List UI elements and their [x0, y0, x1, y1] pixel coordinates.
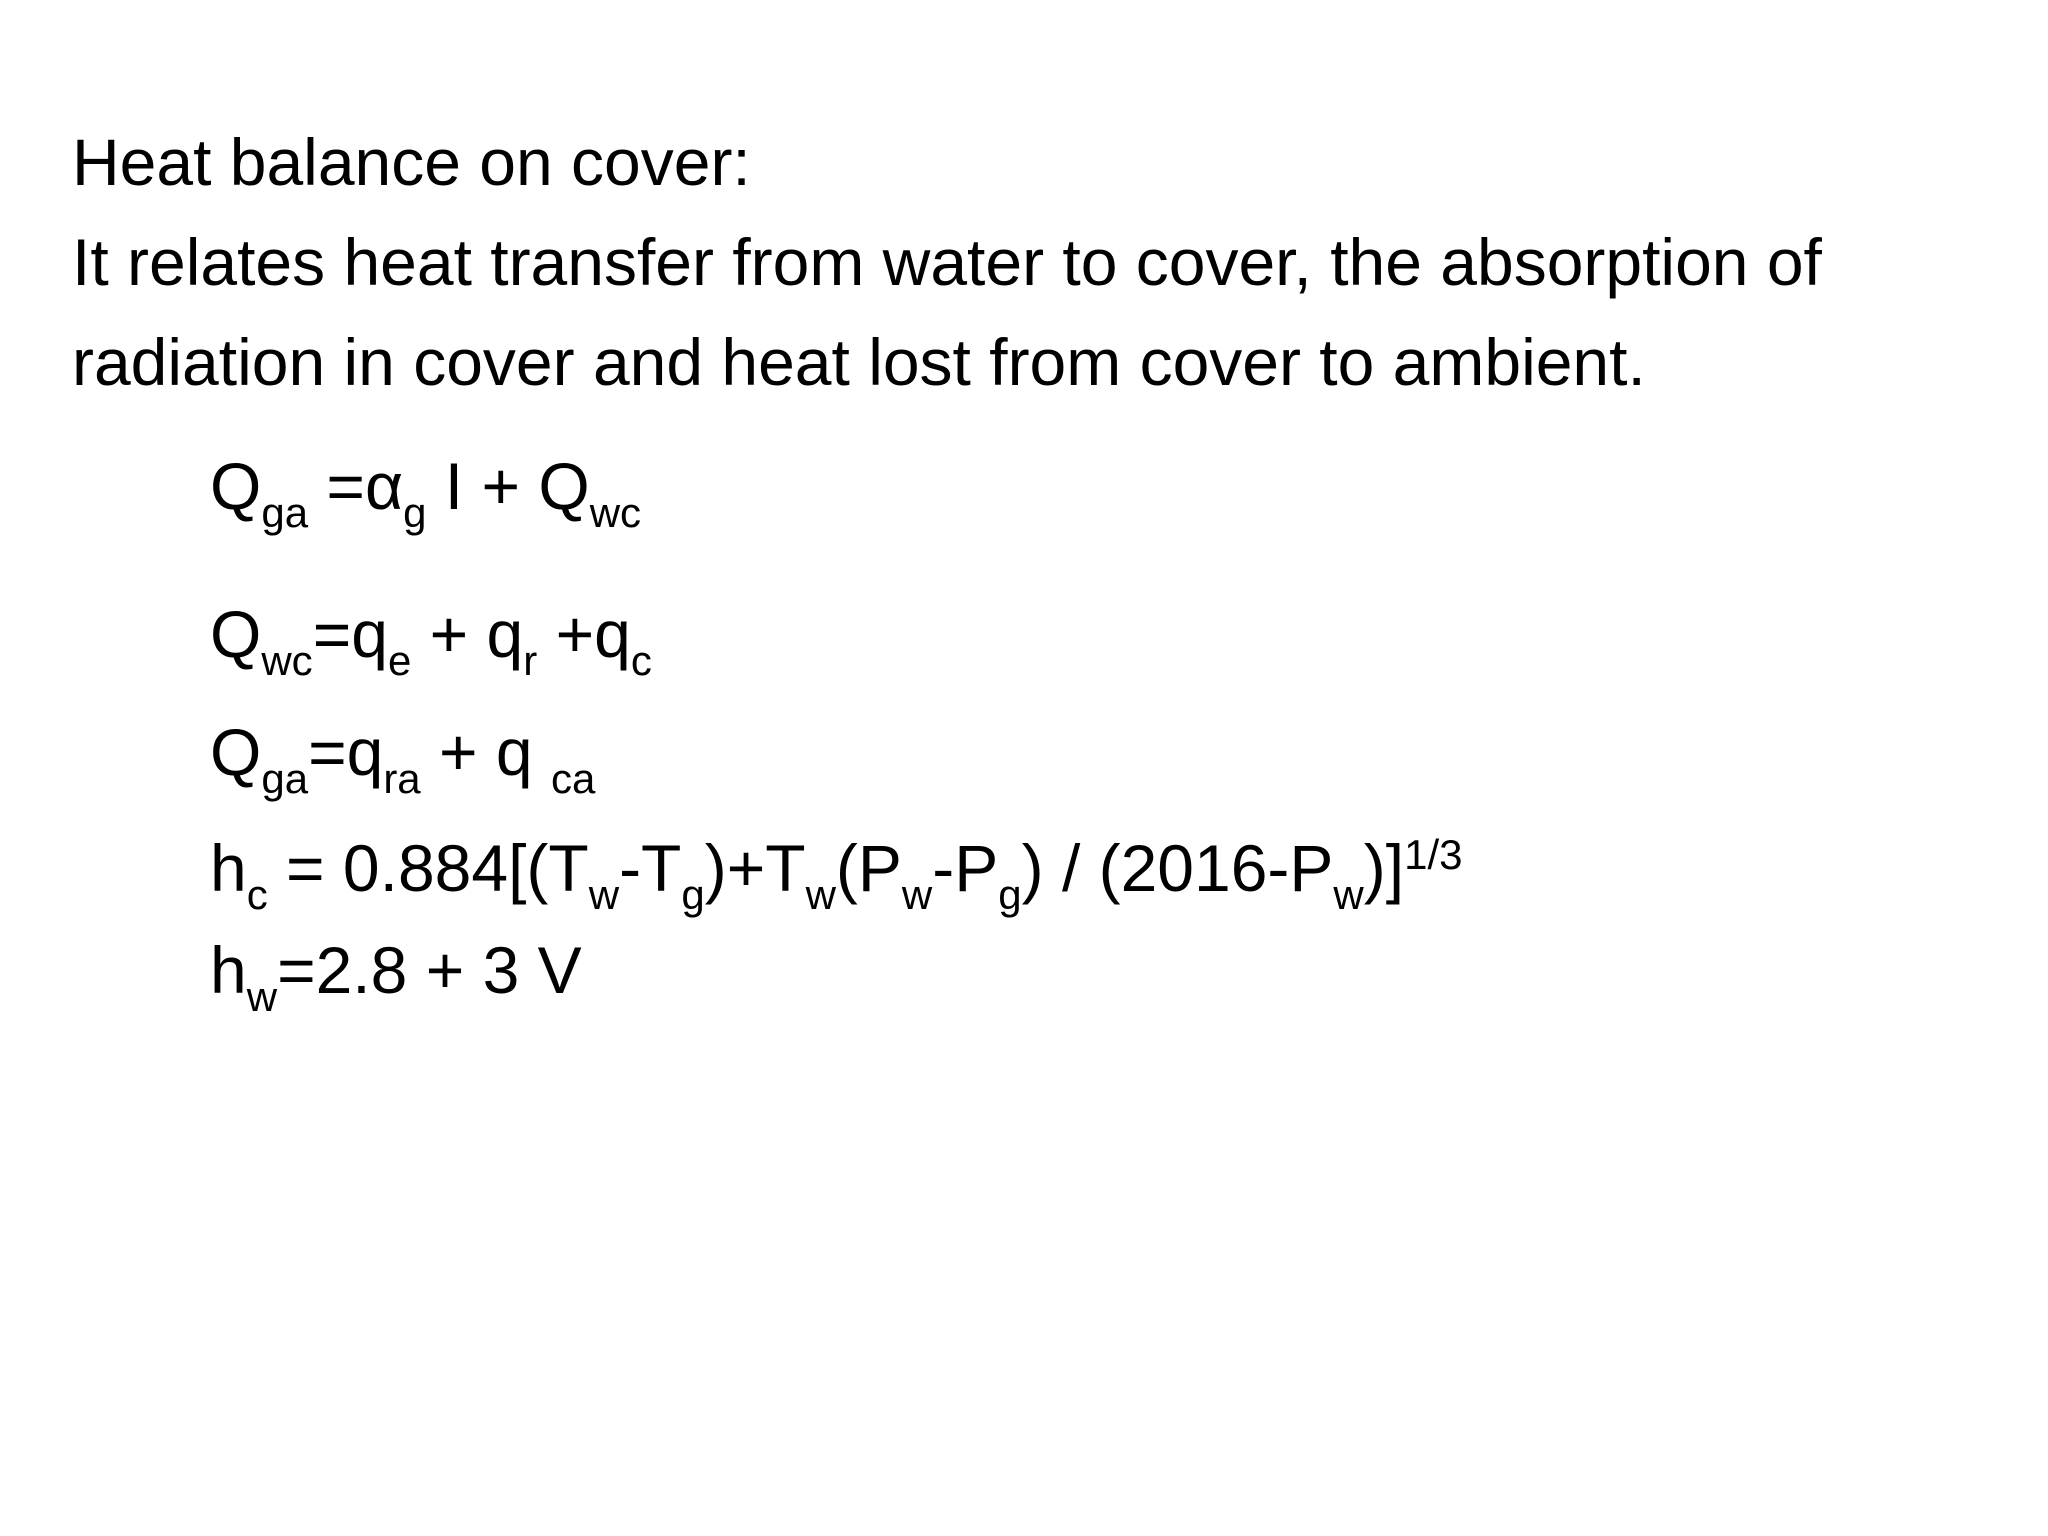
- description-line-1: It relates heat transfer from water to cover, the absorption of: [72, 225, 1822, 299]
- equation-cover-to-ambient: [210, 712, 596, 802]
- eq-subscript: w: [901, 871, 933, 918]
- slide-title: Heat balance on cover:: [72, 125, 751, 199]
- eq-text: I + Q: [426, 449, 590, 523]
- eq-text: =q: [312, 597, 388, 671]
- eq-subscript: wc: [261, 637, 313, 684]
- eq-text: )]: [1363, 831, 1405, 905]
- eq-subscript: g: [681, 871, 705, 918]
- eq-text: -T: [619, 831, 682, 905]
- eq-subscript: c: [630, 637, 652, 684]
- eq-text: ) / (2016-P: [1021, 831, 1334, 905]
- eq-text: (P: [835, 831, 902, 905]
- eq-subscript: w: [588, 871, 620, 918]
- eq-exponent: 1/3: [1404, 831, 1463, 878]
- eq-text: =q: [308, 715, 384, 789]
- eq-text: + q: [420, 715, 551, 789]
- eq-subscript: w: [805, 871, 836, 918]
- eq-subscript: r: [523, 637, 538, 684]
- eq-subscript: ga: [261, 755, 309, 802]
- eq-text: +q: [537, 597, 631, 671]
- eq-subscript: e: [387, 637, 412, 684]
- eq-text: = 0.884[(T: [267, 831, 589, 905]
- equation-wind-coefficient: [210, 930, 582, 1020]
- eq-text: =2.8 + 3 V: [277, 933, 582, 1007]
- eq-subscript: g: [998, 871, 1022, 918]
- equation-cover-heat-balance: [210, 446, 642, 536]
- eq-subscript: ga: [261, 489, 309, 536]
- eq-text: Q: [210, 715, 262, 789]
- eq-subscript: ca: [550, 755, 596, 802]
- eq-text: h: [210, 933, 247, 1007]
- eq-text: Q: [210, 449, 262, 523]
- eq-text: h: [210, 831, 247, 905]
- text-block: [72, 112, 1992, 412]
- equation-convective-coefficient: [210, 828, 1463, 918]
- eq-text: Q: [210, 597, 262, 671]
- description-line-2: radiation in cover and heat lost from cover to ambient.: [72, 325, 1646, 399]
- eq-subscript: c: [246, 871, 268, 918]
- eq-text: -P: [932, 831, 999, 905]
- eq-subscript: g: [403, 489, 427, 536]
- eq-text: )+T: [704, 831, 806, 905]
- equation-water-to-cover: [210, 594, 652, 684]
- eq-subscript: ra: [383, 755, 421, 802]
- eq-subscript: wc: [589, 489, 642, 536]
- eq-subscript: w: [1333, 871, 1364, 918]
- eq-text: =α: [308, 449, 404, 523]
- eq-subscript: w: [246, 973, 278, 1020]
- eq-text: + q: [411, 597, 524, 671]
